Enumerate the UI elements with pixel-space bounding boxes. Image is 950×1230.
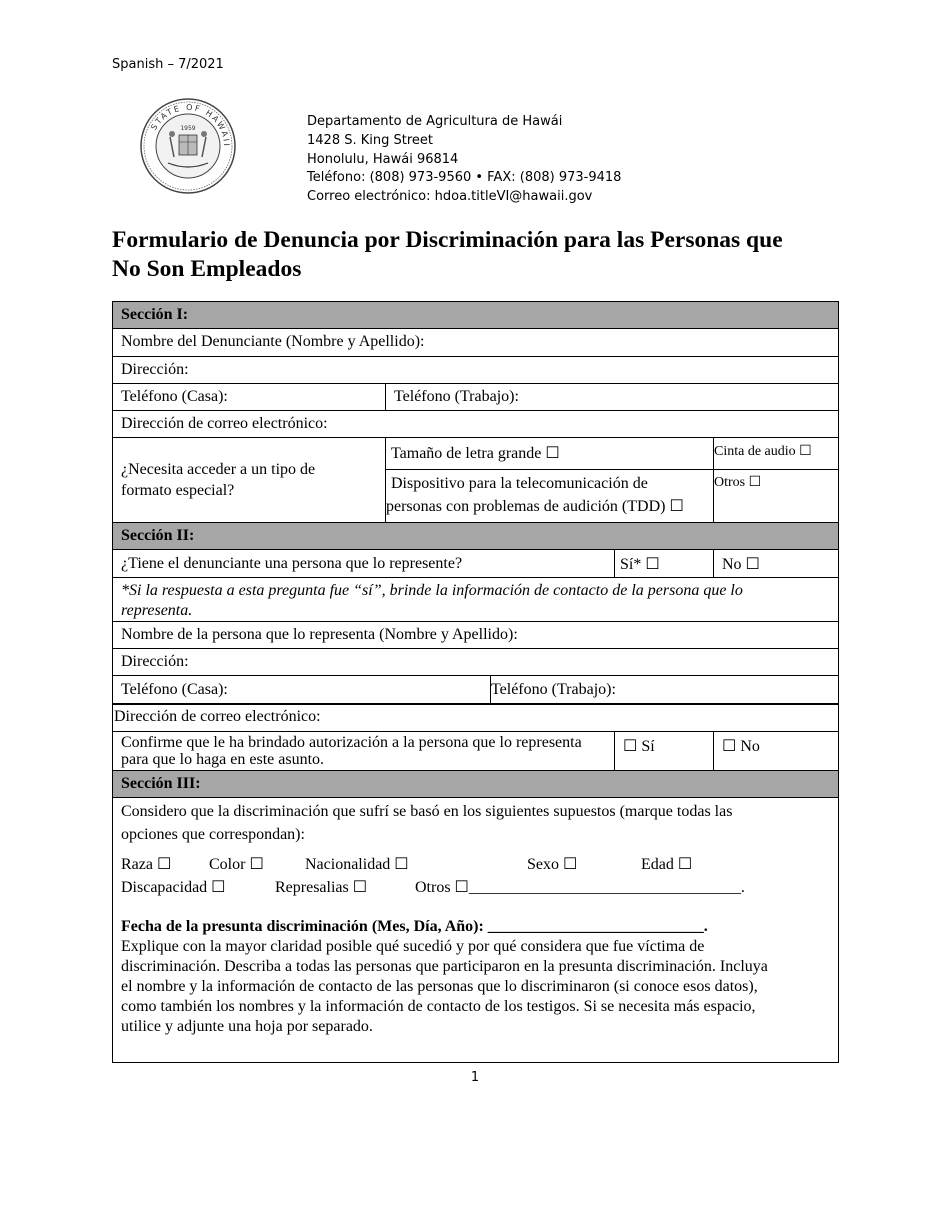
section-1-heading: Sección I: xyxy=(113,302,838,329)
audio-tape-checkbox[interactable]: Cinta de audio ☐ xyxy=(713,438,838,470)
state-seal-icon xyxy=(138,97,238,195)
authorization-yes-checkbox[interactable]: ☐ Sí xyxy=(614,732,713,770)
discrimination-date-field[interactable]: Fecha de la presunta discriminación (Mes, Día, Año): ___________________________. xyxy=(121,918,708,935)
authorization-question: Confirme que le ha brindado autorización a la persona que lo representa para que lo haga en este asunto. xyxy=(121,734,582,768)
complainant-work-phone-field[interactable]: Teléfono (Trabajo): xyxy=(385,384,838,410)
complaint-form xyxy=(112,301,839,1063)
section-3-body xyxy=(113,798,838,1062)
complainant-home-phone-field[interactable]: Teléfono (Casa): xyxy=(121,388,228,405)
address-line: Teléfono: (808) 973-9560 • FAX: (808) 973-9418 xyxy=(307,170,622,186)
authorization-no-checkbox[interactable]: ☐ No xyxy=(713,732,838,770)
large-print-checkbox[interactable]: Tamaño de letra grande ☐ xyxy=(385,438,713,470)
address-line: Departamento de Agricultura de Hawái xyxy=(307,114,563,129)
special-format-question: ¿Necesita acceder a un tipo de formato especial? xyxy=(121,461,316,499)
seal-year: 1959 xyxy=(180,125,196,132)
color-checkbox[interactable]: Color ☐ xyxy=(209,856,264,873)
representative-name-field[interactable]: Nombre de la persona que lo representa (Nombre y Apellido): xyxy=(113,622,838,649)
special-format-row xyxy=(113,438,838,523)
sex-checkbox[interactable]: Sexo ☐ xyxy=(527,856,578,873)
representative-home-phone-field[interactable]: Teléfono (Casa): xyxy=(121,680,228,698)
section-3-heading: Sección III: xyxy=(113,771,838,798)
address-line: Correo electrónico: hdoa.titleVI@hawaii.gov xyxy=(307,189,593,205)
representative-phone-row xyxy=(113,676,838,705)
complainant-phone-row xyxy=(113,384,838,411)
authorization-row xyxy=(113,732,838,771)
representative-no-checkbox[interactable]: No ☐ xyxy=(713,550,838,577)
representative-yes-checkbox[interactable]: Sí* ☐ xyxy=(614,550,713,577)
other-format-checkbox[interactable]: Otros ☐ xyxy=(713,470,838,522)
complainant-address-field[interactable]: Dirección: xyxy=(113,357,838,384)
tdd-checkbox[interactable]: Dispositivo para la telecomunicación de personas con problemas de audición (TDD) ☐ xyxy=(385,470,713,522)
representative-work-phone-field[interactable]: Teléfono (Trabajo): xyxy=(490,676,838,703)
retaliation-checkbox[interactable]: Represalias ☐ xyxy=(275,879,368,896)
version-label: Spanish – 7/2021 xyxy=(112,57,224,72)
representative-question-row xyxy=(113,550,838,578)
basis-intro: Considero que la discriminación que sufrí se basó en los siguientes supuestos (marque todas las opciones que correspondan): xyxy=(121,803,733,843)
other-basis-field[interactable]: Otros ☐__________________________________. xyxy=(415,879,745,896)
title-line: Formulario de Denuncia por Discriminación para las Personas que xyxy=(112,227,783,253)
address-line: Honolulu, Hawái 96814 xyxy=(307,151,459,167)
representative-address-field[interactable]: Dirección: xyxy=(113,649,838,676)
title-line: No Son Empleados xyxy=(112,255,302,282)
complainant-email-field[interactable]: Dirección de correo electrónico: xyxy=(113,411,838,438)
section-2-heading: Sección II: xyxy=(113,523,838,550)
form-title xyxy=(112,226,852,283)
agency-address xyxy=(307,113,621,207)
representative-note: *Si la respuesta a esta pregunta fue “sí”, brinde la información de contacto de la persona que lo representa. xyxy=(113,578,838,622)
race-checkbox[interactable]: Raza ☐ xyxy=(121,856,172,873)
address-line: 1428 S. King Street xyxy=(307,132,433,148)
seal-text: STATE OF HAWAII xyxy=(149,102,232,148)
page-number: 1 xyxy=(470,1070,480,1085)
disability-checkbox[interactable]: Discapacidad ☐ xyxy=(121,879,226,896)
representative-question: ¿Tiene el denunciante una persona que lo represente? xyxy=(121,554,463,572)
complainant-name-field[interactable]: Nombre del Denunciante (Nombre y Apellido): xyxy=(113,329,838,357)
explanation-instructions: Explique con la mayor claridad posible qué sucedió y por qué considera que fue víctima de discriminación. Describa a todas las personas que participaron en la presunta discriminación. Incluya el nombre y la información de contacto de las personas que lo discriminaron (si conoce esos datos), como también los nombres y la información de contacto de los testigos. Si se necesita más espacio, utilice y adjunte una hoja por separado. xyxy=(121,938,768,1035)
representative-email-field[interactable]: Dirección de correo electrónico: xyxy=(113,705,838,732)
nationality-checkbox[interactable]: Nacionalidad ☐ xyxy=(305,856,409,873)
age-checkbox[interactable]: Edad ☐ xyxy=(641,856,693,873)
